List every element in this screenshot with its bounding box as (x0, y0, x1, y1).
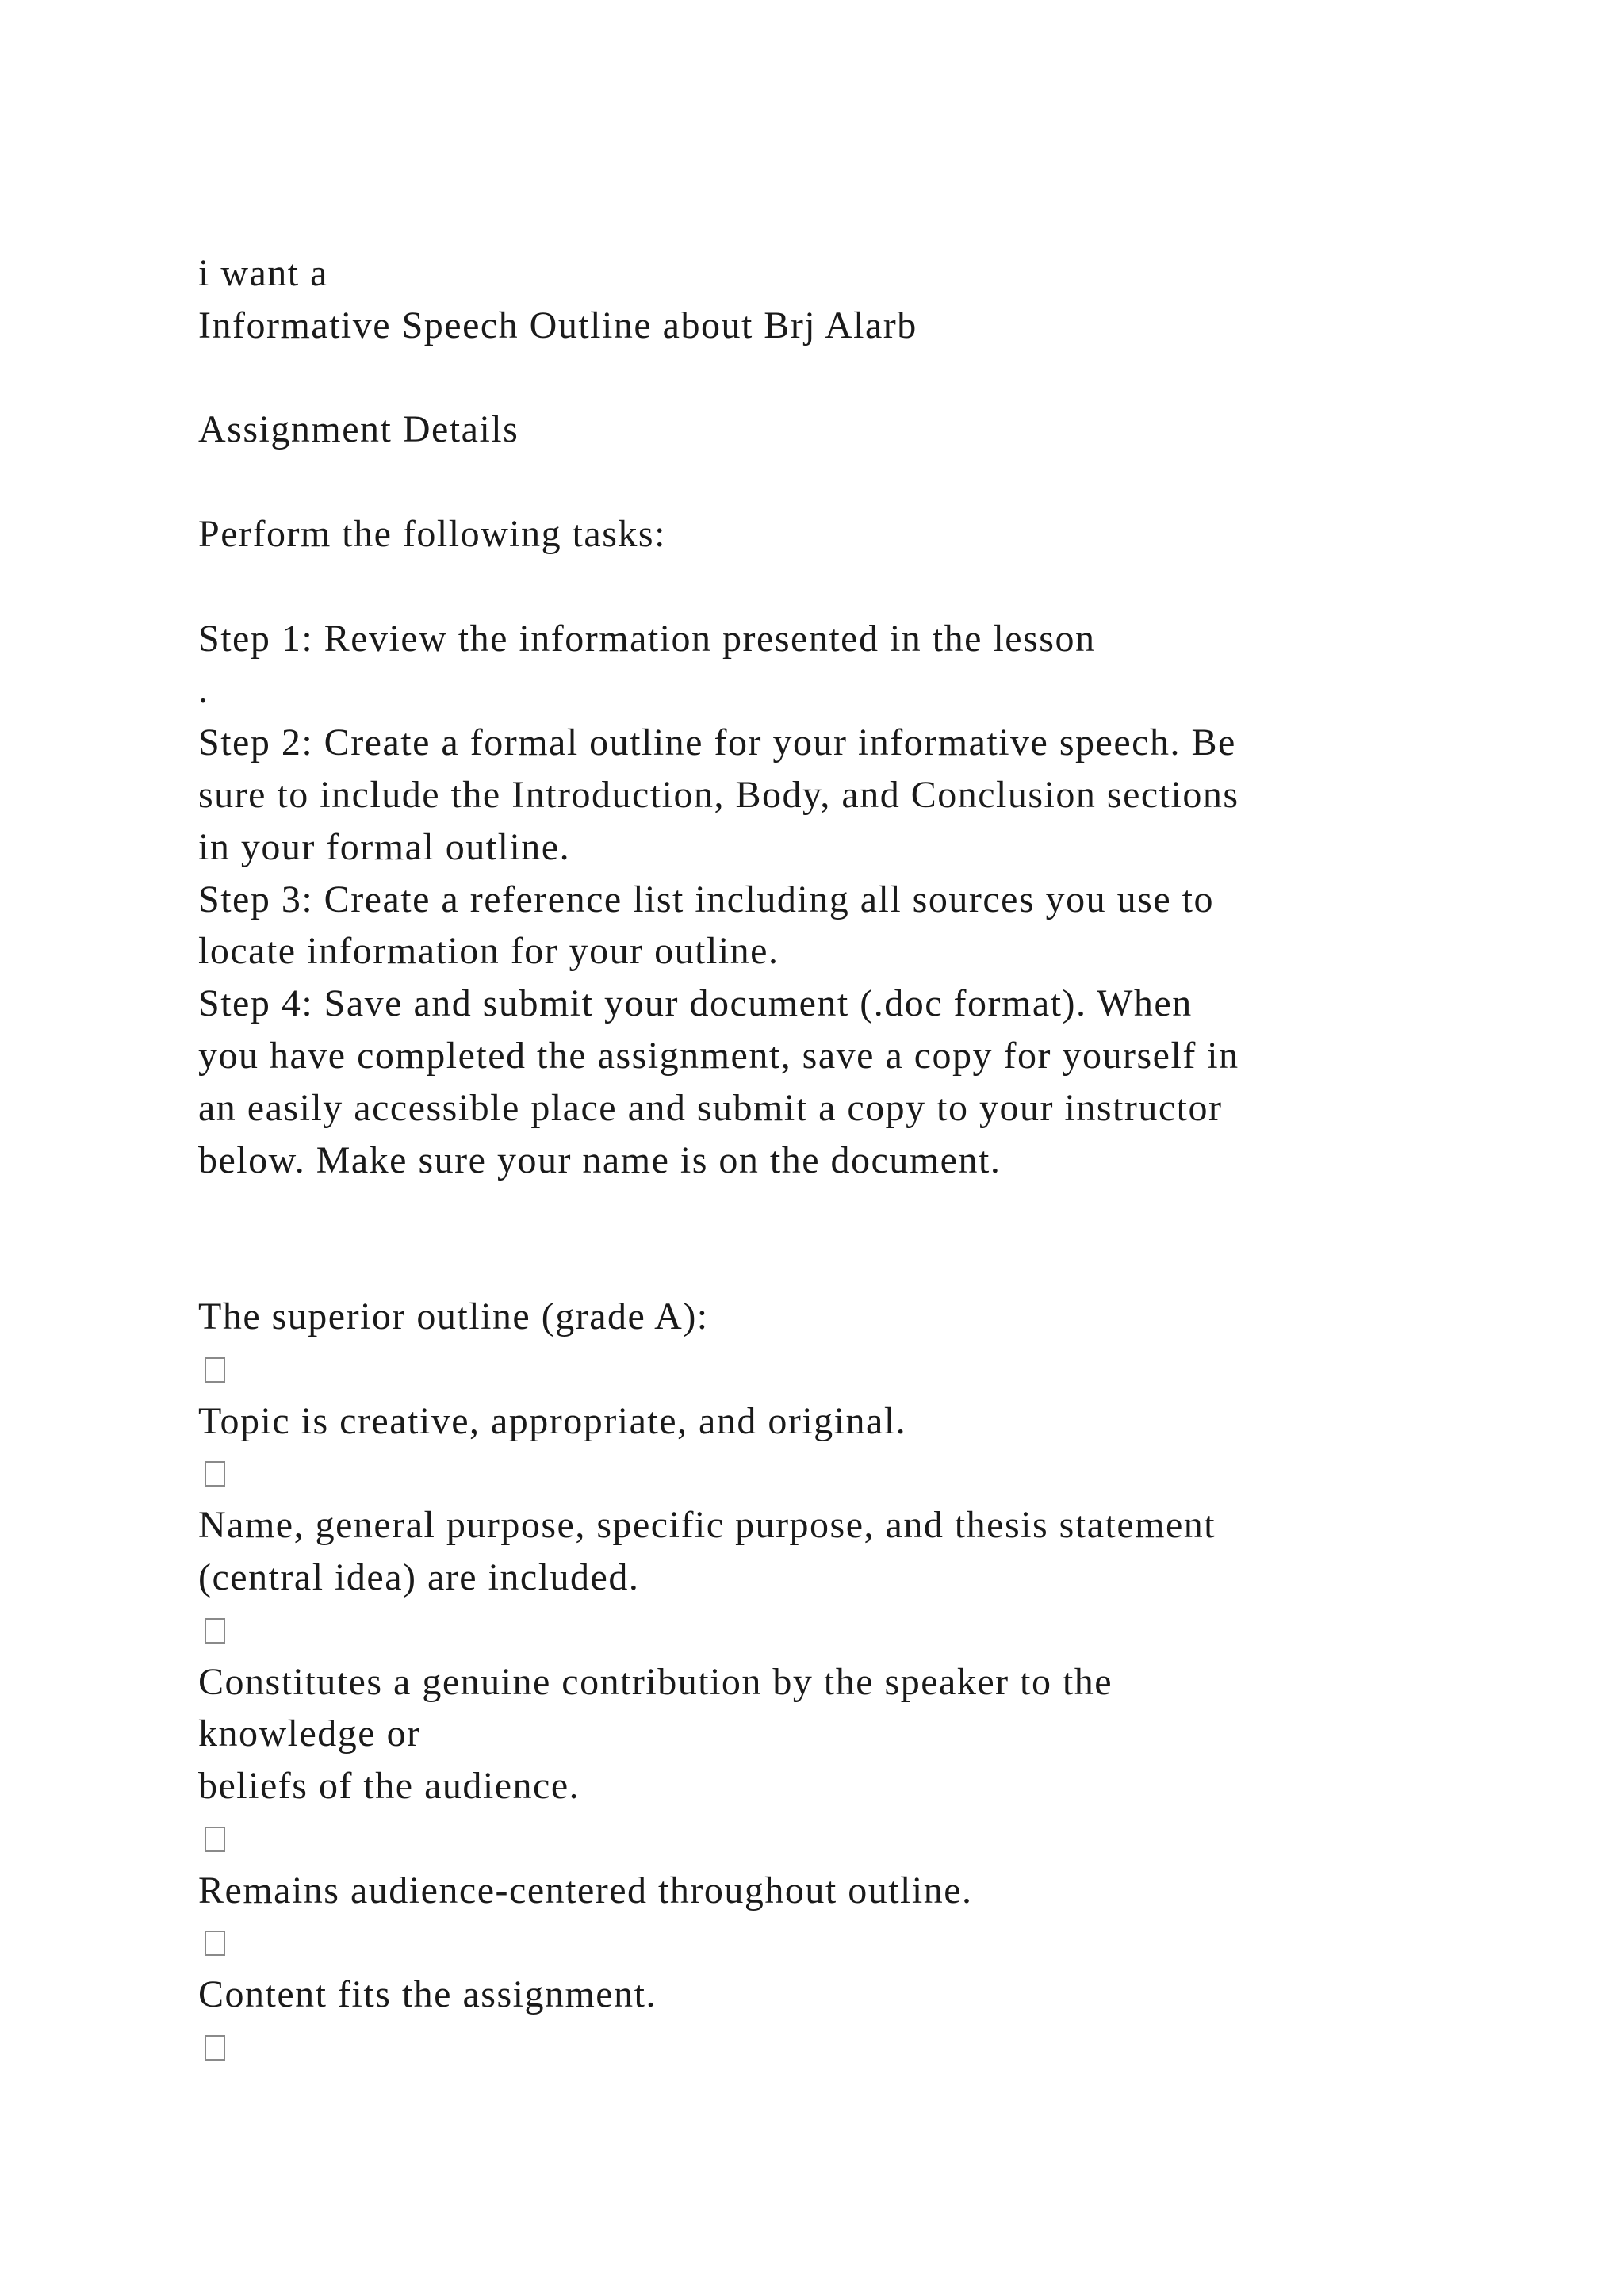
missing-glyph-box-icon (205, 1461, 225, 1487)
blank-line (198, 456, 1435, 508)
text-line: . (198, 669, 209, 712)
document-body (198, 247, 1435, 2073)
missing-glyph-box-icon (205, 2035, 225, 2061)
rubric-item: Constitutes a genuine contribution by the speaker to the (198, 1660, 1113, 1703)
step-4-line: Step 4: Save and submit your document (.doc format). When (198, 982, 1193, 1025)
text-line: Perform the following tasks: (198, 512, 666, 555)
checkbox-glyph-line (198, 1604, 1435, 1656)
text-line: in your formal outline. (198, 825, 571, 868)
rubric-item-continued: knowledge or (198, 1712, 421, 1755)
text-line: sure to include the Introduction, Body, and Conclusion sections (198, 773, 1239, 816)
missing-glyph-box-icon (205, 1931, 225, 1956)
rubric-item: Content fits the assignment. (198, 1973, 657, 2016)
section-heading: Assignment Details (198, 408, 519, 451)
missing-glyph-box-icon (205, 1618, 225, 1644)
checkbox-glyph-line (198, 1447, 1435, 1499)
rubric-item: Name, general purpose, specific purpose, and thesis statement (198, 1504, 1216, 1547)
blank-line (198, 561, 1435, 613)
step-3-line: Step 3: Create a reference list including all sources you use to (198, 878, 1214, 920)
checkbox-glyph-line (198, 1917, 1435, 1969)
document-title: Informative Speech Outline about Brj Alarb (198, 304, 917, 346)
blank-line (198, 352, 1435, 404)
rubric-item-continued: (central idea) are included. (198, 1556, 640, 1598)
rubric-item-continued: beliefs of the audience. (198, 1765, 580, 1808)
blank-line (198, 1238, 1435, 1291)
text-line: an easily accessible place and submit a copy to your instructor (198, 1086, 1223, 1129)
text-line: you have completed the assignment, save a copy for yourself in (198, 1034, 1239, 1077)
checkbox-glyph-line (198, 2021, 1435, 2073)
rubric-item: Topic is creative, appropriate, and original. (198, 1399, 907, 1442)
blank-line (198, 1186, 1435, 1238)
checkbox-glyph-line (198, 1812, 1435, 1865)
missing-glyph-box-icon (205, 1827, 225, 1852)
checkbox-glyph-line (198, 1343, 1435, 1395)
text-line: i want a (198, 252, 328, 294)
step-2-line: Step 2: Create a formal outline for your informative speech. Be (198, 721, 1236, 764)
text-line: locate information for your outline. (198, 930, 779, 973)
missing-glyph-box-icon (205, 1357, 225, 1383)
step-1-line: Step 1: Review the information presented in the lesson (198, 617, 1096, 660)
rubric-heading: The superior outline (grade A): (198, 1295, 709, 1337)
rubric-item: Remains audience-centered throughout outline. (198, 1869, 973, 1911)
text-line: below. Make sure your name is on the document. (198, 1138, 1002, 1181)
